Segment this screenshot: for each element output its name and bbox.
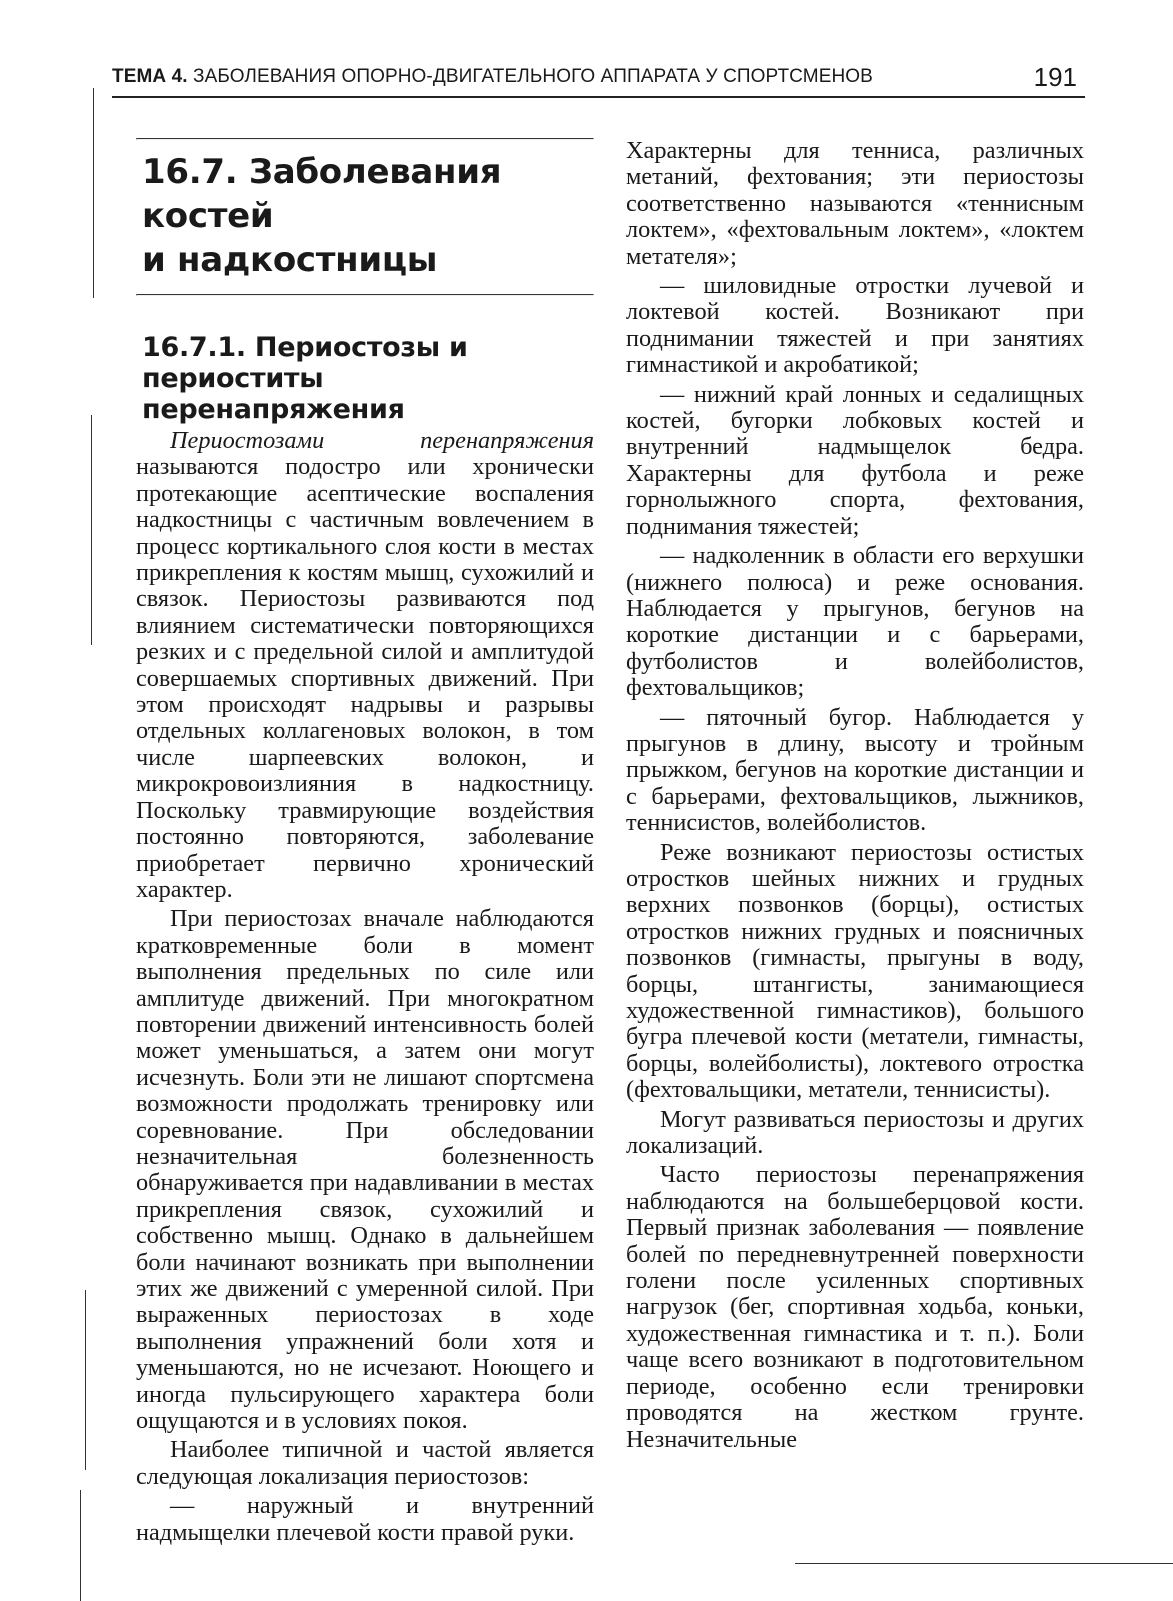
scan-edge-line-low (85, 1290, 86, 1470)
paragraph: Периостозами перенапряжения называются подостро или хронически протекающие асептические воспаления надкостницы с частичным вовлечением в процесс кортикального слоя кости в местах прикрепления к костям мышц, сухожилий и связок. Периостозы развиваются под влиянием систематически повторяющихся резких и с предельной силой и амплитудой совершаемых спортивных движений. При этом происходят надрывы и разрывы отдельных коллагеновых волокон, в том числе шарпеевских волокон, и микрокровоизлияния в надкостницу. Поскольку травмирующие воздействия постоянно повторяются, заболевание приобретает первично хронический характер. (136, 427, 594, 903)
list-item: — шиловидные отростки лучевой и локтевой костей. Возникают при поднимании тяжестей и при занятиях гимнастикой и акробатикой; (626, 272, 1084, 379)
left-column (136, 138, 594, 1546)
paragraph: Часто периостозы перенапряжения наблюдаются на большеберцовой кости. Первый признак заболевания — появление болей по передневнутренней поверхности голени после усиленных спортивных нагрузок (бег, спортивная ходьба, коньки, художественная гимнастика и т. п.). Боли чаще всего возникают в подготовительном периоде, особенно если тренировки проводятся на жестком грунте. Незначительные (626, 1161, 1084, 1453)
section-heading-line2: и надкостницы (142, 240, 438, 280)
list-item: — пяточный бугор. Наблюдается у прыгунов в длину, высоту и тройным прыжком, бегунов на короткие дистанции и с барьерами, фехтовальщиков, лыжников, теннисистов, волейболистов. (626, 703, 1084, 837)
defined-term: Периостозами перенапряжения (170, 427, 594, 454)
page-number: 191 (1033, 62, 1077, 92)
scan-edge-line-mid (91, 415, 92, 645)
paragraph: Наиболее типичной и частой является следующая локализация периостозов: (136, 1436, 594, 1490)
subsection-heading (142, 332, 594, 425)
section-heading-line1: 16.7. Заболевания костей (142, 152, 502, 236)
paragraph: Реже возникают периостозы остистых отростков шейных нижних и грудных верхних позвонков (борцы), остистых отростков нижних грудных и поясничных позвонков (гимнасты, прыгуны в воду, борцы, штангисты, занимающиеся художественной гимнастиков), большого бугра плечевой кости (метатели, гимнасты, борцы, волейболисты), локтевого отростка (фехтовальщики, метатели, теннисисты). (626, 838, 1084, 1104)
subsection-heading-line1: 16.7.1. Периостозы и периоститы (142, 332, 468, 394)
section-top-rule (136, 138, 594, 140)
paragraph: Характерны для тенниса, различных метаний, фехтования; эти периостозы соответственно называются «теннисным локтем», «фехтовальным локтем», «локтем метателя»; (626, 137, 1084, 270)
scan-edge-line-top (93, 88, 94, 298)
paragraph: Могут развиваться периостозы и других локализаций. (626, 1105, 1084, 1160)
right-column (626, 138, 1084, 1453)
list-item: — наружный и внутренний надмыщелки плечевой кости правой руки. (136, 1492, 594, 1546)
subsection-heading-line2: перенапряжения (142, 394, 405, 425)
section-heading (142, 150, 594, 282)
paragraph: При периостозах вначале наблюдаются кратковременные боли в момент выполнения предельных по силе или амплитуде движений. При многократном повторении движений интенсивность болей может уменьшаться, а затем они могут исчезнуть. Боли эти не лишают спортсмена возможности продолжать тренировку или соревнование. При обследовании незначительная болезненность обнаруживается при надавливании в местах прикрепления связок, сухожилий и собственно мышц. Однако в дальнейшем боли начинают возникать при выполнении этих же движений с умеренной силой. При выраженных периостозах в ходе выполнения упражнений боли хотя и уменьшаются, но не исчезают. Ноющего и иногда пульсирующего характера боли ощущаются и в условиях покоя. (136, 905, 594, 1435)
left-body (136, 428, 594, 1546)
list-item: — надколенник в области его верхушки (нижнего полюса) и реже основания. Наблюдается у прыгунов, бегунов на короткие дистанции и с барьерами, футболистов и волейболистов, фехтовальщиков; (626, 542, 1084, 702)
list-item: — нижний край лонных и седалищных костей, бугорки лобковых костей и внутренний надмыщелок бедра. Характерны для футбола и реже горнолыжного спорта, фехтования, поднимания тяжестей; (626, 380, 1084, 540)
scan-edge-line-bottom (80, 1490, 81, 1601)
topic-label: ТЕМА 4. (112, 66, 188, 87)
topic-title: ЗАБОЛЕВАНИЯ ОПОРНО-ДВИГАТЕЛЬНОГО АППАРАТА У СПОРТСМЕНОВ (193, 66, 873, 87)
running-title (112, 66, 873, 88)
section-bottom-rule (136, 294, 594, 296)
scan-bottom-rule (795, 1563, 1173, 1564)
page-header (112, 62, 1085, 98)
